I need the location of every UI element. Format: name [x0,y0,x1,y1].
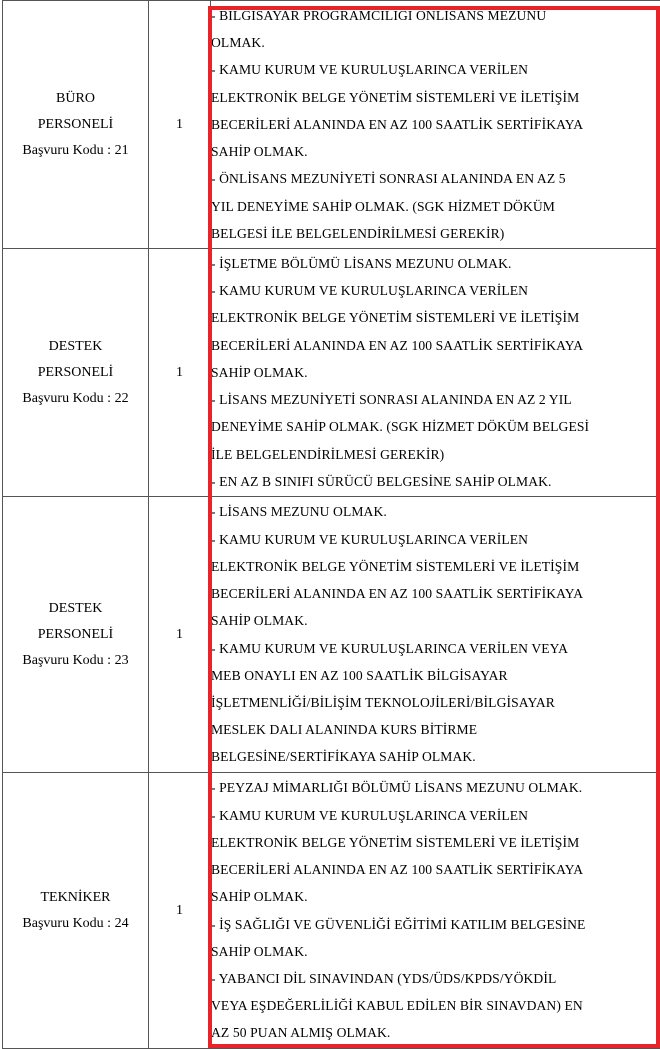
requirement-line: ELEKTRONİK BELGE YÖNETİM SİSTEMLERİ VE İLETİŞİM [211,829,660,856]
requirement-line: - KAMU KURUM VE KURULUŞLARINCA VERİLEN [211,802,660,829]
position-title: PERSONELİ [3,622,148,648]
requirement-line: MEB ONAYLI EN AZ 100 SAATLİK BİLGİSAYAR [211,662,660,689]
quantity-cell: 1 [149,1,211,249]
requirement-line: - BİLGİSAYAR PROGRAMCILIĞI ÖNLİSANS MEZUNU [211,2,660,29]
requirement-line: ELEKTRONİK BELGE YÖNETİM SİSTEMLERİ VE İLETİŞİM [211,304,660,331]
requirement-line: SAHİP OLMAK. [211,938,660,965]
job-requirements-table [2,0,660,1049]
position-cell [3,249,149,497]
requirement-line: BELGESİNE/SERTİFİKAYA SAHİP OLMAK. [211,743,660,770]
requirement-line: OLMAK. [211,29,660,56]
requirement-line: - KAMU KURUM VE KURULUŞLARINCA VERİLEN VEYA [211,635,660,662]
requirement-line: İŞLETMENLİĞİ/BİLİŞİM TEKNOLOJİLERİ/BİLGİSAYAR [211,689,660,716]
requirement-line: BELGESİ İLE BELGELENDİRİLMESİ GEREKİR) [211,220,660,247]
requirements-cell [211,773,660,1049]
requirement-line: SAHİP OLMAK. [211,883,660,910]
position-title: TEKNİKER [3,885,148,911]
requirement-line: - İŞ SAĞLIĞI VE GÜVENLİĞİ EĞİTİMİ KATILIM BELGESİNE [211,911,660,938]
requirement-line: - ÖNLİSANS MEZUNİYETİ SONRASI ALANINDA EN AZ 5 [211,165,660,192]
requirement-line: - KAMU KURUM VE KURULUŞLARINCA VERİLEN [211,526,660,553]
position-cell [3,773,149,1049]
requirement-line: BECERİLERİ ALANINDA EN AZ 100 SAATLİK SERTİFİKAYA [211,111,660,138]
application-code: Başvuru Kodu : 24 [3,911,148,937]
requirement-line: - KAMU KURUM VE KURULUŞLARINCA VERİLEN [211,56,660,83]
requirements-cell [211,497,660,773]
requirement-line: BECERİLERİ ALANINDA EN AZ 100 SAATLİK SERTİFİKAYA [211,856,660,883]
requirement-line: - KAMU KURUM VE KURULUŞLARINCA VERİLEN [211,277,660,304]
requirement-line: SAHİP OLMAK. [211,359,660,386]
requirement-line: BECERİLERİ ALANINDA EN AZ 100 SAATLİK SERTİFİKAYA [211,580,660,607]
requirement-line: BECERİLERİ ALANINDA EN AZ 100 SAATLİK SERTİFİKAYA [211,332,660,359]
requirement-line: VEYA EŞDEĞERLİLİĞİ KABUL EDİLEN BİR SINAVDAN) EN [211,992,660,1019]
position-title: DESTEK [3,334,148,360]
table-row [3,773,660,1049]
requirement-line: - LİSANS MEZUNU OLMAK. [211,498,660,525]
table-row [3,1,660,249]
requirement-line: - LİSANS MEZUNİYETİ SONRASI ALANINDA EN AZ 2 YIL [211,386,660,413]
position-title: BÜRO [3,86,148,112]
requirements-cell [211,1,660,249]
table-row [3,249,660,497]
requirement-line: ELEKTRONİK BELGE YÖNETİM SİSTEMLERİ VE İLETİŞİM [211,553,660,580]
requirement-line: - PEYZAJ MİMARLIĞI BÖLÜMÜ LİSANS MEZUNU OLMAK. [211,774,660,801]
requirement-line: - EN AZ B SINIFI SÜRÜCÜ BELGESİNE SAHİP OLMAK. [211,468,660,495]
application-code: Başvuru Kodu : 23 [3,648,148,674]
requirement-line: SAHİP OLMAK. [211,607,660,634]
position-title: PERSONELİ [3,112,148,138]
requirements-cell [211,249,660,497]
position-cell [3,497,149,773]
requirement-line: - İŞLETME BÖLÜMÜ LİSANS MEZUNU OLMAK. [211,250,660,277]
requirement-line: YIL DENEYİME SAHİP OLMAK. (SGK HİZMET DÖKÜM [211,193,660,220]
requirement-line: - YABANCI DİL SINAVINDAN (YDS/ÜDS/KPDS/YÖKDİL [211,965,660,992]
table-row [3,497,660,773]
quantity-cell: 1 [149,497,211,773]
position-cell [3,1,149,249]
application-code: Başvuru Kodu : 21 [3,138,148,164]
requirement-line: SAHİP OLMAK. [211,138,660,165]
requirement-line: DENEYİME SAHİP OLMAK. (SGK HİZMET DÖKÜM BELGESİ [211,413,660,440]
requirement-line: AZ 50 PUAN ALMIŞ OLMAK. [211,1019,660,1046]
position-title: DESTEK [3,596,148,622]
requirement-line: İLE BELGELENDİRİLMESİ GEREKİR) [211,441,660,468]
application-code: Başvuru Kodu : 22 [3,386,148,412]
quantity-cell: 1 [149,773,211,1049]
requirement-line: ELEKTRONİK BELGE YÖNETİM SİSTEMLERİ VE İLETİŞİM [211,84,660,111]
requirement-line: MESLEK DALI ALANINDA KURS BİTİRME [211,716,660,743]
position-title: PERSONELİ [3,360,148,386]
quantity-cell: 1 [149,249,211,497]
